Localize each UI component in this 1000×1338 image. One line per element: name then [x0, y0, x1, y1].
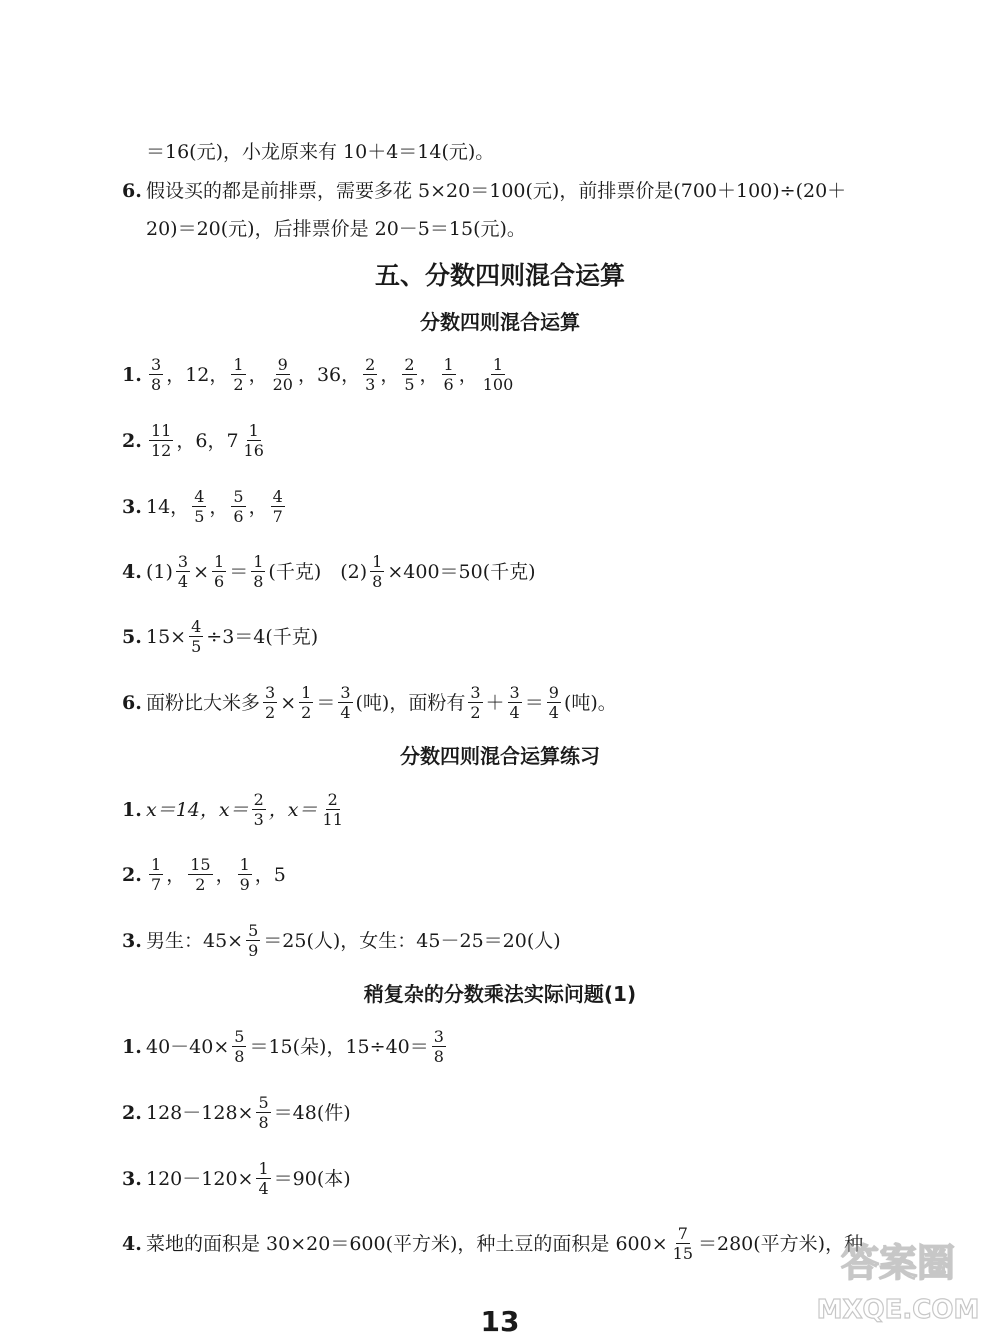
- chapter-title: 五、分数四则混合运算: [374, 261, 625, 290]
- watermark-text: 答案圈: [840, 1241, 956, 1285]
- answer-line: ＝16(元)，小龙原来有 10＋4＝14(元)。: [146, 141, 495, 163]
- s2-answer-1: 1. x＝14，x＝ $\frac{2}{3}$ ，x＝ $\frac{2}{11}$: [122, 790, 343, 829]
- fraction: $\frac{4}{5}$: [191, 617, 202, 656]
- fraction: $\frac{1}{100}$: [482, 355, 514, 394]
- answer-6: 6. 假设买的都是前排票，需要多花 5×20＝100(元)，前排票价是(700＋100)÷(20＋: [122, 180, 847, 202]
- s1-answer-3: 3. 14， $\frac{4}{5}$ ， $\frac{5}{6}$ ， $\frac{4}{7}$: [122, 487, 283, 526]
- s1-answer-5: 5. 15× $\frac{4}{5}$ ÷3＝4(千克): [122, 617, 319, 656]
- fraction: $\frac{7}{15}$: [672, 1224, 693, 1263]
- fraction: $\frac{5}{8}$: [258, 1093, 269, 1132]
- answer-line: 20)＝20(元)，后排票价是 20－5＝15(元)。: [146, 218, 526, 240]
- fraction: $\frac{15}{2}$: [190, 855, 211, 894]
- fraction: $\frac{2}{3}$: [253, 790, 264, 829]
- fraction: $\frac{9}{20}$: [272, 355, 293, 394]
- fraction: $\frac{3}{4}$: [340, 683, 351, 722]
- fraction: $\frac{2}{3}$: [365, 355, 376, 394]
- fraction: $\frac{1}{8}$: [372, 552, 383, 591]
- fraction: $\frac{1}{8}$: [253, 552, 264, 591]
- fraction: $\frac{1}{6}$: [214, 552, 225, 591]
- s1-answer-6: 6. 面粉比大米多 $\frac{3}{2}$ × $\frac{1}{2}$ ＝ $\frac{3}{4}$ (吨)，面粉有 $\frac{3}{2}$ ＋ $\frac{3}{4}$ ＝ $\frac{9}{4}$ (吨)。: [122, 683, 617, 722]
- s3-answer-2: 2. 128－128× $\frac{5}{8}$ ＝48(件): [122, 1093, 351, 1132]
- section-title: 分数四则混合运算: [420, 310, 580, 334]
- fraction: $\frac{1}{9}$: [239, 855, 250, 894]
- fraction: $\frac{1}{7}$: [151, 855, 162, 894]
- fraction: $\frac{1}{2}$: [301, 683, 312, 722]
- section-title: 稍复杂的分数乘法实际问题(1): [363, 982, 637, 1006]
- s1-answer-2: 2. $\frac{11}{12}$ ，6，7 $\frac{1}{16}$: [122, 421, 264, 460]
- section-title: 分数四则混合运算练习: [400, 744, 600, 768]
- fraction: $\frac{2}{5}$: [404, 355, 415, 394]
- watermark-logo: [808, 1228, 988, 1328]
- s3-answer-4: 4. 菜地的面积是 30×20＝600(平方米)，种土豆的面积是 600× $\frac{7}{15}$ ＝280(平方米)，种: [122, 1224, 864, 1263]
- s3-answer-1: 1. 40－40× $\frac{5}{8}$ ＝15(朵)，15÷40＝ $\frac{3}{8}$: [122, 1027, 444, 1066]
- s3-answer-3: 3. 120－120× $\frac{1}{4}$ ＝90(本): [122, 1159, 351, 1198]
- fraction: $\frac{1}{16}$: [243, 421, 264, 460]
- s1-answer-4: 4. (1) $\frac{3}{4}$ × $\frac{1}{6}$ ＝ $\frac{1}{8}$ (千克) (2) $\frac{1}{8}$ ×400＝50(千克): [122, 552, 536, 591]
- fraction: $\frac{5}{6}$: [233, 487, 244, 526]
- fraction: $\frac{3}{2}$: [470, 683, 481, 722]
- fraction: $\frac{1}{6}$: [443, 355, 454, 394]
- fraction: $\frac{3}{2}$: [265, 683, 276, 722]
- fraction: $\frac{9}{4}$: [548, 683, 559, 722]
- fraction: $\frac{2}{11}$: [322, 790, 343, 829]
- fraction: $\frac{3}{8}$: [151, 355, 162, 394]
- fraction: $\frac{4}{5}$: [194, 487, 205, 526]
- fraction: $\frac{3}{4}$: [509, 683, 520, 722]
- fraction: $\frac{1}{4}$: [258, 1159, 269, 1198]
- fraction: $\frac{3}{4}$: [177, 552, 189, 591]
- fraction: $\frac{1}{2}$: [233, 355, 244, 394]
- fraction: $\frac{5}{9}$: [248, 921, 259, 960]
- fraction: $\frac{4}{7}$: [272, 487, 283, 526]
- watermark-url: MXQE.COM: [816, 1295, 980, 1325]
- fraction: $\frac{5}{8}$: [234, 1027, 245, 1066]
- page-number: 13: [480, 1305, 520, 1338]
- s1-answer-1: 1. $\frac{3}{8}$ ，12， $\frac{1}{2}$ ， $\frac{9}{20}$ ，36， $\frac{2}{3}$ ， $\frac{2}{5}$ ， $\frac{1}{6}$ ， $\frac{1}{100}$: [122, 355, 514, 394]
- s2-answer-3: 3. 男生：45× $\frac{5}{9}$ ＝25(人)，女生：45－25＝20(人): [122, 921, 561, 960]
- s2-answer-2: 2. $\frac{1}{7}$ ， $\frac{15}{2}$ ， $\frac{1}{9}$ ，5: [122, 855, 286, 894]
- fraction: $\frac{3}{8}$: [433, 1027, 444, 1066]
- fraction: $\frac{11}{12}$: [151, 421, 172, 460]
